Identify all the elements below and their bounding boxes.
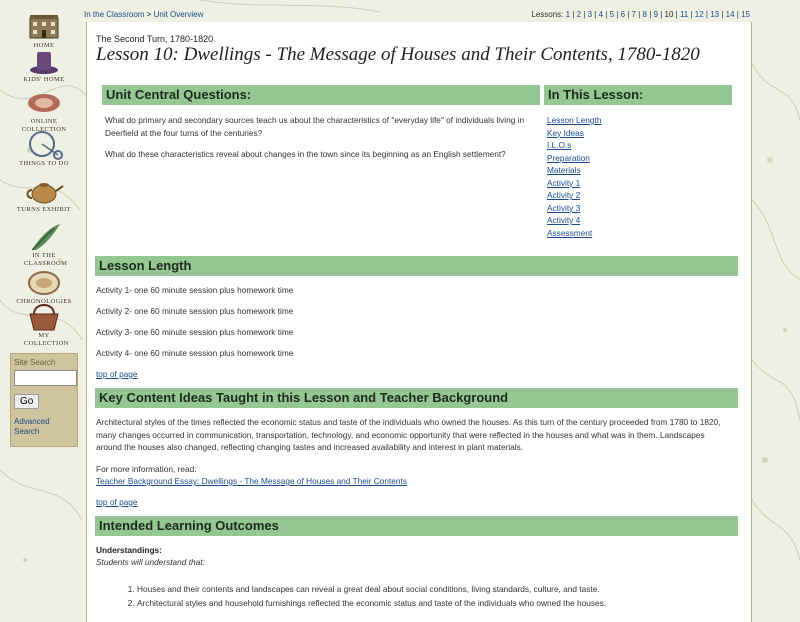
nav-label: ONLINE COLLECTION bbox=[21, 118, 67, 133]
lesson-link-11[interactable]: 11 bbox=[679, 10, 689, 19]
toc-link-activity-4[interactable]: Activity 4 bbox=[547, 215, 581, 225]
ilo-header: Intended Learning Outcomes bbox=[95, 516, 738, 536]
activity-length-1: Activity 1- one 60 minute session plus homework time bbox=[96, 285, 294, 295]
lesson-link-14[interactable]: 14 bbox=[725, 10, 735, 19]
toc-link-activity-2[interactable]: Activity 2 bbox=[547, 190, 581, 200]
breadcrumb bbox=[84, 10, 203, 19]
nav-online-collection[interactable] bbox=[8, 88, 80, 134]
page-title: Lesson 10: Dwellings - The Message of Houses and Their Contents, 1780-1820 bbox=[96, 44, 700, 65]
nav-things-to-do[interactable] bbox=[8, 130, 80, 168]
nav-label: CHRONOLOGIES bbox=[16, 298, 72, 305]
toc-link-activity-1[interactable]: Activity 1 bbox=[547, 177, 581, 188]
plate-icon bbox=[24, 268, 64, 298]
toc-link-materials[interactable]: Materials bbox=[547, 165, 581, 175]
nav-label: TURNS EXHIBIT bbox=[16, 206, 72, 213]
nav-label: HOME bbox=[33, 42, 55, 49]
nav-chronologies[interactable] bbox=[8, 268, 80, 306]
breadcrumb-unit-overview[interactable]: Unit Overview bbox=[153, 10, 204, 19]
unit-question-2: What do these characteristics reveal about changes in the town since its beginning as an English settlement? bbox=[105, 149, 506, 159]
in-this-lesson-list bbox=[547, 114, 667, 239]
toc-link-preparation[interactable]: Preparation bbox=[547, 152, 590, 163]
understandings-label: Understandings: bbox=[96, 545, 162, 555]
site-search-box bbox=[10, 353, 78, 447]
lesson-link-13[interactable]: 13 bbox=[710, 10, 720, 19]
toc-link-lesson-length[interactable]: Lesson Length bbox=[547, 115, 602, 125]
lesson-link-1[interactable]: 1 bbox=[565, 10, 571, 19]
nav-label: THINGS TO DO bbox=[19, 160, 69, 167]
key-ideas-header: Key Content Ideas Taught in this Lesson and Teacher Background bbox=[95, 388, 738, 408]
go-button[interactable]: Go bbox=[14, 394, 39, 409]
quill-icon bbox=[24, 222, 64, 252]
nav-label: KIDS' HOME bbox=[23, 76, 65, 83]
ilo-list bbox=[107, 582, 757, 610]
activity-length-4: Activity 4- one 60 minute session plus homework time bbox=[96, 348, 294, 358]
ilo-item: 2. Architectural styles and household furnishings reflected the economic status and taste of the individuals who owned the houses. bbox=[137, 596, 757, 610]
lessons-label: Lessons: bbox=[531, 10, 564, 19]
toc-link-key-ideas[interactable]: Key Ideas bbox=[547, 127, 584, 138]
more-info-label: For more information, read: bbox=[96, 464, 197, 474]
nav-in-the-classroom[interactable] bbox=[8, 222, 80, 268]
nav-turns-exhibit[interactable] bbox=[8, 176, 80, 214]
lesson-link-6[interactable]: 6 bbox=[620, 10, 626, 19]
lesson-link-3[interactable]: 3 bbox=[587, 10, 593, 19]
nav-home[interactable] bbox=[8, 12, 80, 50]
top-of-page-link[interactable]: top of page bbox=[96, 369, 138, 379]
lesson-link-9[interactable]: 9 bbox=[653, 10, 658, 19]
lesson-link-4[interactable]: 4 bbox=[598, 10, 604, 19]
teacher-essay-link[interactable]: Teacher Background Essay: Dwellings - The Message of Houses and Their Contents bbox=[96, 476, 407, 486]
unit-question-1: What do primary and secondary sources teach us about the characteristics of "everyday life" of individuals living in Deerfield at the four turns of the centuries? bbox=[105, 115, 525, 138]
site-search-title: Site Search bbox=[14, 358, 56, 367]
lesson-navigation: Lessons: 1 | 2 | 3 | 4 | 5 | 6 | 7 | 8 | 9 | 10 | 11 | 12 | 13 | 14 | 15 bbox=[531, 10, 750, 19]
lesson-link-2[interactable]: 2 bbox=[576, 10, 582, 19]
house-icon bbox=[24, 12, 64, 42]
collection-icon bbox=[24, 88, 64, 118]
ilo-item: 1. Houses and their contents and landscapes can reveal a great deal about social conditions, living standards, culture, and taste. bbox=[137, 582, 757, 596]
nav-kids-home[interactable] bbox=[8, 46, 80, 84]
lesson-link-8[interactable]: 8 bbox=[642, 10, 647, 19]
lesson-length-header: Lesson Length bbox=[95, 256, 738, 276]
advanced-search-link[interactable]: Advanced Search bbox=[14, 417, 50, 436]
lesson-link-15[interactable]: 15 bbox=[741, 10, 750, 19]
main-content bbox=[86, 22, 752, 622]
breadcrumb-separator: > bbox=[146, 10, 152, 19]
lesson-link-12[interactable]: 12 bbox=[694, 10, 704, 19]
top-bar bbox=[82, 8, 800, 22]
lesson-link-5[interactable]: 5 bbox=[609, 10, 615, 19]
key-ideas-body: Architectural styles of the times reflected the economic status and taste of the individuals who owned the houses. As this turn of the century proceeded from 1780 to 1820, many changes occurred in communication, transportation, technology, and economic opportunity that were reflected in the houses and what was in them. Landscapes around the houses also changed, reflecting changing tastes and increased availability and interest in plant materials. bbox=[96, 417, 721, 452]
activity-length-3: Activity 3- one 60 minute session plus homework time bbox=[96, 327, 294, 337]
toc-link-assessment[interactable]: Assessment bbox=[547, 227, 593, 238]
toc-link-activity-3[interactable]: Activity 3 bbox=[547, 202, 581, 213]
bicycle-icon bbox=[24, 130, 64, 160]
nav-label: IN THE CLASSROOM bbox=[24, 252, 68, 267]
lesson-current: 10 bbox=[664, 10, 674, 19]
era-subtitle: The Second Turn, 1780-1820 bbox=[96, 34, 214, 44]
in-this-lesson-header: In This Lesson: bbox=[544, 85, 732, 105]
activity-length-2: Activity 2- one 60 minute session plus homework time bbox=[96, 306, 294, 316]
toc-link-ilos[interactable]: I.L.O.s bbox=[547, 140, 572, 150]
basket-icon bbox=[24, 302, 64, 332]
nav-my-collection[interactable] bbox=[8, 302, 80, 348]
unit-questions-header: Unit Central Questions: bbox=[102, 85, 540, 105]
site-search-input[interactable] bbox=[14, 370, 77, 386]
nav-label: MY COLLECTION bbox=[24, 332, 69, 347]
lesson-link-7[interactable]: 7 bbox=[631, 10, 636, 19]
teapot-icon bbox=[24, 176, 64, 206]
hat-icon bbox=[24, 46, 64, 76]
top-of-page-link[interactable]: top of page bbox=[96, 497, 138, 507]
left-navigation bbox=[0, 0, 82, 600]
breadcrumb-in-the-classroom[interactable]: In the Classroom bbox=[84, 10, 145, 19]
students-understand-label: Students will understand that: bbox=[96, 557, 205, 567]
